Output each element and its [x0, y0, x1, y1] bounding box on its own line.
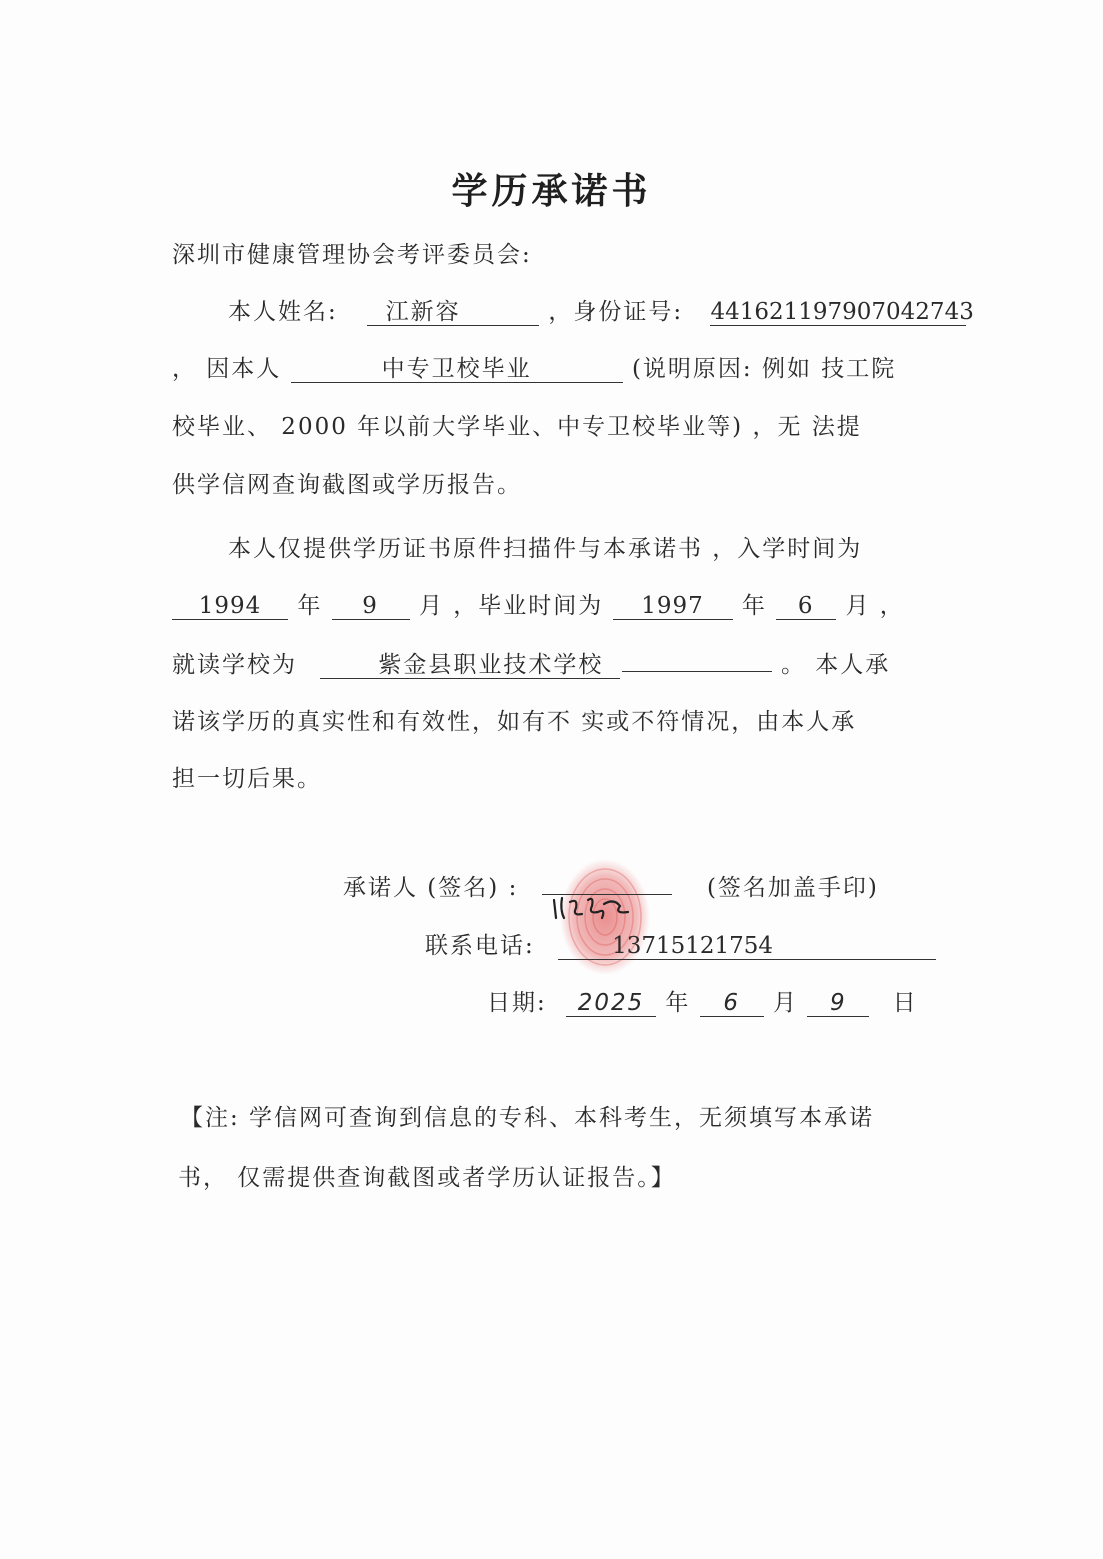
enroll-month-field: 9: [332, 593, 410, 620]
reason-prefix: ， 因本人: [172, 356, 282, 382]
note-line2: 书， 仅需提供查询截图或者学历认证报告。】: [178, 1165, 676, 1191]
reason-end-line: 供学信网查询截图或学历报告。: [172, 472, 522, 498]
date-label: 日期:: [487, 990, 547, 1016]
phone-line: [425, 931, 936, 961]
recipient-line: 深圳市健康管理协会考评委员会:: [172, 242, 532, 268]
para2-line4: 诺该学历的真实性和有效性，如有不 实或不符情况，由本人承: [172, 709, 857, 735]
phone-field: 13715121754: [558, 933, 936, 960]
date-year-field: 2025: [566, 990, 656, 1017]
id-label: ，身份证号:: [548, 299, 684, 325]
note-line1: 【注: 学信网可查询到信息的专科、本科考生，无须填写本承诺: [180, 1105, 875, 1131]
school-field: 紫金县职业技术学校: [320, 652, 620, 679]
signature-line: [343, 873, 879, 903]
grad-year-field: 1997: [613, 593, 733, 620]
para2-line1: 本人仅提供学历证书原件扫描件与本承诺书 ，入学时间为: [228, 536, 863, 562]
reason-suffix: (说明原因: 例如 技工院: [631, 356, 897, 382]
name-field: 江新容: [367, 299, 539, 326]
date-day-field: 9: [807, 990, 869, 1017]
reason-examples-line: 校毕业、 2000 年以前大学毕业、中专卫校毕业等) ，无 法提: [172, 414, 862, 440]
school-line: 就读学校为 紫金县职业技术学校 。 本人承: [172, 652, 891, 678]
para2-line5: 担一切后果。: [172, 766, 322, 792]
name-id-line: [228, 297, 974, 327]
reason-line: [172, 354, 896, 384]
document-title: 学历承诺书: [451, 170, 652, 212]
id-number-field: 441621197907042743: [710, 299, 974, 325]
name-label: 本人姓名:: [228, 299, 338, 325]
grad-label: ，毕业时间为: [453, 593, 604, 619]
date-line: 日期: 2025 年 6 月 9 日: [487, 990, 918, 1016]
signature-note: (签名加盖手印): [706, 875, 879, 901]
date-month-field: 6: [700, 990, 764, 1017]
reason-field: 中专卫校毕业: [291, 356, 623, 383]
school-label: 就读学校为: [172, 652, 297, 678]
handwritten-signature: [548, 892, 638, 922]
phone-label: 联系电话:: [425, 933, 535, 959]
enroll-year-field: 1994: [172, 593, 288, 620]
signature-label: 承诺人 (签名) :: [343, 875, 519, 901]
grad-month-field: 6: [776, 593, 836, 620]
dates-line: 1994 年 9 月 ，毕业时间为 1997 年 6 月 ，: [172, 591, 905, 621]
signature-field: [542, 894, 672, 895]
